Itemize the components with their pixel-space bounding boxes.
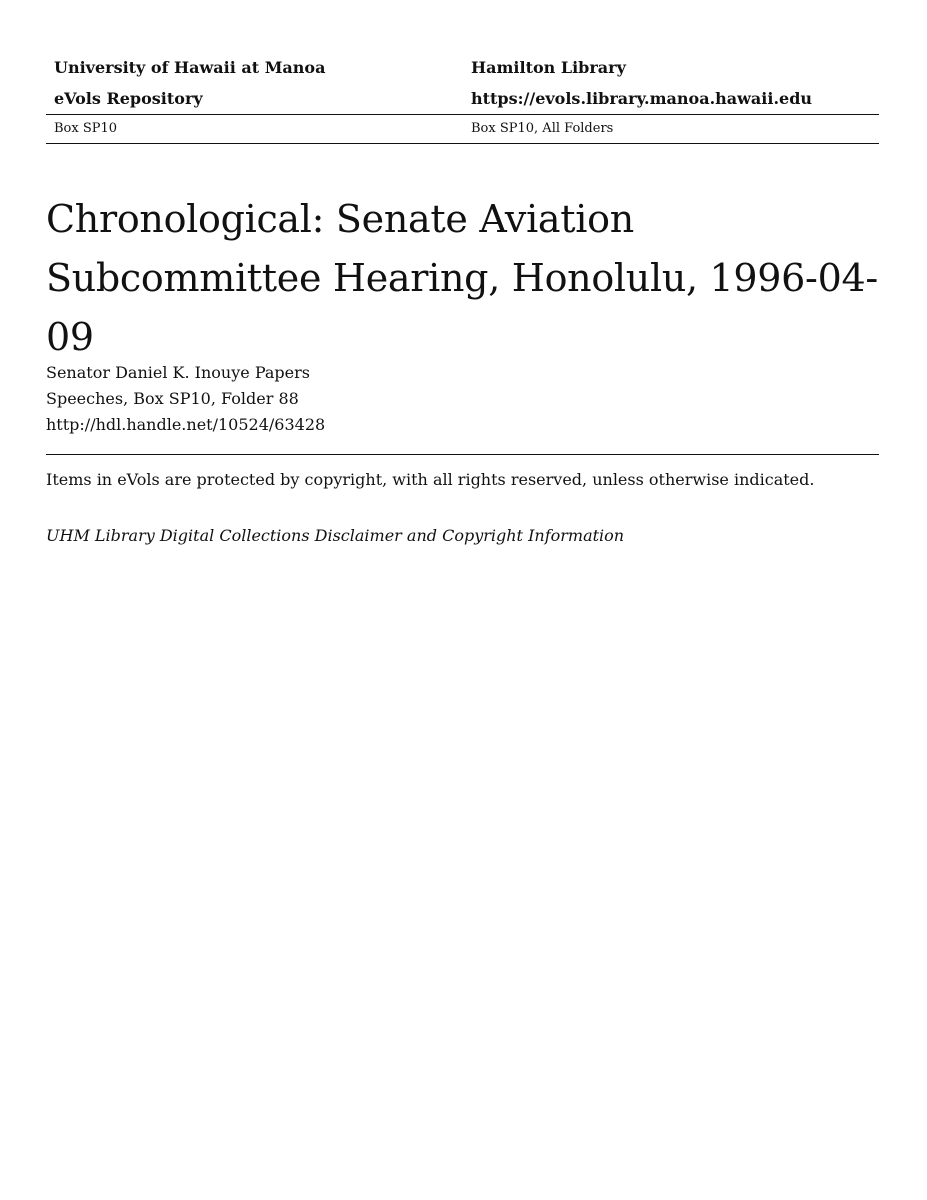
library-name: Hamilton Library [471, 58, 626, 77]
box-label-right: Box SP10, All Folders [471, 121, 614, 136]
header-table [46, 52, 879, 144]
header-bottom-divider [46, 143, 879, 144]
title-line-1: Chronological: Senate Aviation [46, 197, 634, 241]
document-title [46, 190, 906, 367]
handle-link[interactable]: http://hdl.handle.net/10524/63428 [46, 415, 326, 434]
institution-name: University of Hawaii at Manoa [54, 58, 326, 77]
header-row-2 [46, 83, 879, 114]
document-metadata [46, 360, 325, 438]
repository-url[interactable]: https://evols.library.manoa.hawaii.edu [471, 89, 813, 108]
section-divider [46, 454, 879, 455]
folder-location: Speeches, Box SP10, Folder 88 [46, 389, 299, 408]
disclaimer-link[interactable]: UHM Library Digital Collections Disclaimer and Copyright Information [46, 526, 625, 545]
repository-name: eVols Repository [54, 89, 203, 108]
header-row-1 [46, 52, 879, 83]
box-label-left: Box SP10 [54, 121, 118, 136]
copyright-notice: Items in eVols are protected by copyright, with all rights reserved, unless otherwise indicated. [46, 470, 815, 489]
header-row-3 [46, 115, 879, 143]
collection-name: Senator Daniel K. Inouye Papers [46, 363, 310, 382]
title-line-2: Subcommittee Hearing, Honolulu, 1996-04-09 [46, 256, 878, 359]
